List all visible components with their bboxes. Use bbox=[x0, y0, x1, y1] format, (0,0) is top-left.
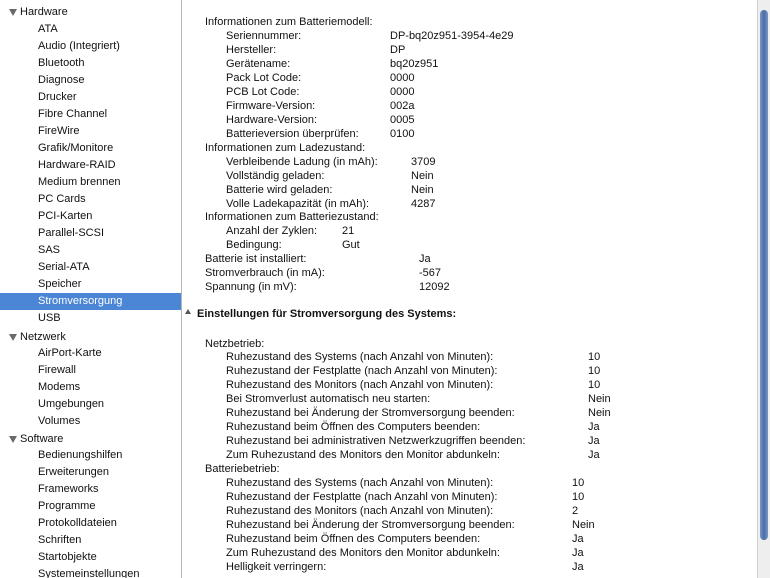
info-row: Verbleibende Ladung (in mAh): 3709 bbox=[226, 156, 436, 168]
info-row: Stromverbrauch (in mA): -567 bbox=[205, 267, 442, 279]
info-row: Hardware-Version: 0005 bbox=[226, 114, 415, 126]
settings-row: Zum Ruhezustand des Monitors den Monitor abdunkeln: Ja bbox=[226, 547, 584, 559]
info-row: Batterieversion überprüfen: 0100 bbox=[226, 128, 415, 140]
sidebar-item-modems[interactable]: Modems bbox=[38, 381, 81, 393]
disclosure-triangle-icon[interactable] bbox=[9, 9, 17, 16]
settings-row: Ruhezustand bei Änderung der Stromversorgung beenden: Nein bbox=[226, 407, 611, 419]
sidebar-item-volumes[interactable]: Volumes bbox=[38, 415, 81, 427]
info-row: Bedingung: Gut bbox=[226, 239, 360, 251]
vertical-scrollbar[interactable] bbox=[757, 0, 770, 578]
sidebar-item-systemeinstellungen[interactable]: Systemeinstellungen bbox=[38, 568, 140, 578]
info-row: Batterie ist installiert: Ja bbox=[205, 253, 431, 265]
sidebar-item-hardware-raid[interactable]: Hardware-RAID bbox=[38, 159, 116, 171]
sidebar-group-netzwerk[interactable] bbox=[0, 329, 181, 346]
sidebar-item-protokolldateien[interactable]: Protokolldateien bbox=[38, 517, 117, 529]
sidebar-item-umgebungen[interactable]: Umgebungen bbox=[38, 398, 105, 410]
sidebar-item-audio[interactable]: Audio (Integriert) bbox=[38, 40, 120, 52]
sidebar-item-schriften[interactable]: Schriften bbox=[38, 534, 82, 546]
sidebar-group-label: Software bbox=[20, 433, 64, 445]
settings-row: Zum Ruhezustand des Monitors den Monitor abdunkeln: Ja bbox=[226, 449, 600, 461]
settings-row: Ruhezustand beim Öffnen des Computers beenden: Ja bbox=[226, 533, 584, 545]
info-row: Vollständig geladen: Nein bbox=[226, 170, 434, 182]
sidebar-item-drucker[interactable]: Drucker bbox=[38, 91, 77, 103]
detail-pane bbox=[182, 0, 757, 578]
sidebar-item-pc-cards[interactable]: PC Cards bbox=[38, 193, 86, 205]
sidebar-item-grafik-monitore[interactable]: Grafik/Monitore bbox=[38, 142, 114, 154]
info-row: Hersteller: DP bbox=[226, 44, 406, 56]
info-row: Batterie wird geladen: Nein bbox=[226, 184, 434, 196]
sidebar-item-ata[interactable]: ATA bbox=[38, 23, 58, 35]
ac-power-header: Netzbetrieb: bbox=[205, 338, 265, 350]
sidebar-item-serial-ata[interactable]: Serial-ATA bbox=[38, 261, 90, 273]
sidebar-item-bedienungshilfen[interactable]: Bedienungshilfen bbox=[38, 449, 123, 461]
settings-title: Einstellungen für Stromversorgung des Systems: bbox=[197, 308, 457, 320]
sidebar-item-diagnose[interactable]: Diagnose bbox=[38, 74, 85, 86]
info-row: Firmware-Version: 002a bbox=[226, 100, 415, 112]
settings-row: Ruhezustand bei administrativen Netzwerkzugriffen beenden: Ja bbox=[226, 435, 600, 447]
battery-model-header: Informationen zum Batteriemodell: bbox=[205, 16, 373, 28]
sidebar-item-programme[interactable]: Programme bbox=[38, 500, 96, 512]
condition-header: Informationen zum Batteriezustand: bbox=[205, 211, 379, 223]
sidebar bbox=[0, 0, 182, 578]
battery-power-header: Batteriebetrieb: bbox=[205, 463, 280, 475]
settings-row: Helligkeit verringern: Ja bbox=[226, 561, 584, 573]
sidebar-item-erweiterungen[interactable]: Erweiterungen bbox=[38, 466, 109, 478]
info-row: Volle Ladekapazität (in mAh): 4287 bbox=[226, 198, 436, 210]
sidebar-item-startobjekte[interactable]: Startobjekte bbox=[38, 551, 97, 563]
sidebar-item-fibre-channel[interactable]: Fibre Channel bbox=[38, 108, 108, 120]
info-row: Gerätename: bq20z951 bbox=[226, 58, 439, 70]
sidebar-item-stromversorgung[interactable]: Stromversorgung bbox=[0, 293, 181, 310]
settings-row: Ruhezustand des Systems (nach Anzahl von Minuten): 10 bbox=[226, 477, 585, 489]
sidebar-item-airport-karte[interactable]: AirPort-Karte bbox=[38, 347, 102, 359]
settings-row: Bei Stromverlust automatisch neu starten: Nein bbox=[226, 393, 611, 405]
settings-row: Ruhezustand beim Öffnen des Computers beenden: Ja bbox=[226, 421, 600, 433]
sidebar-group-label: Netzwerk bbox=[20, 331, 66, 343]
settings-row: Ruhezustand des Monitors (nach Anzahl von Minuten): 2 bbox=[226, 505, 579, 517]
disclosure-triangle-icon[interactable] bbox=[9, 334, 17, 341]
info-row: PCB Lot Code: 0000 bbox=[226, 86, 415, 98]
sidebar-item-medium-brennen[interactable]: Medium brennen bbox=[38, 176, 121, 188]
info-row: Seriennummer: DP-bq20z951-3954-4e29 bbox=[226, 30, 514, 42]
sidebar-item-pci-karten[interactable]: PCI-Karten bbox=[38, 210, 93, 222]
sidebar-item-frameworks[interactable]: Frameworks bbox=[38, 483, 99, 495]
settings-row: Ruhezustand der Festplatte (nach Anzahl von Minuten): 10 bbox=[226, 365, 601, 377]
settings-row: Ruhezustand der Festplatte (nach Anzahl von Minuten): 10 bbox=[226, 491, 585, 503]
settings-row: Ruhezustand bei Änderung der Stromversorgung beenden: Nein bbox=[226, 519, 595, 531]
info-row: Pack Lot Code: 0000 bbox=[226, 72, 415, 84]
sidebar-group-hardware[interactable] bbox=[0, 4, 181, 21]
scrollbar-thumb[interactable] bbox=[760, 10, 768, 540]
info-row: Anzahl der Zyklen: 21 bbox=[226, 225, 355, 237]
sidebar-item-speicher[interactable]: Speicher bbox=[38, 278, 82, 290]
settings-row: Ruhezustand des Systems (nach Anzahl von Minuten): 10 bbox=[226, 351, 601, 363]
sidebar-group-label: Hardware bbox=[20, 6, 68, 18]
sidebar-item-firewall[interactable]: Firewall bbox=[38, 364, 76, 376]
info-row: Spannung (in mV): 12092 bbox=[205, 281, 450, 293]
section-collapse-icon[interactable] bbox=[185, 309, 191, 314]
charge-header: Informationen zum Ladezustand: bbox=[205, 142, 366, 154]
settings-row: Ruhezustand des Monitors (nach Anzahl von Minuten): 10 bbox=[226, 379, 601, 391]
sidebar-item-bluetooth[interactable]: Bluetooth bbox=[38, 57, 85, 69]
disclosure-triangle-icon[interactable] bbox=[9, 436, 17, 443]
sidebar-item-parallel-scsi[interactable]: Parallel-SCSI bbox=[38, 227, 105, 239]
sidebar-item-firewire[interactable]: FireWire bbox=[38, 125, 80, 137]
sidebar-item-sas[interactable]: SAS bbox=[38, 244, 61, 256]
sidebar-item-usb[interactable]: USB bbox=[38, 312, 61, 324]
sidebar-group-software[interactable] bbox=[0, 431, 181, 448]
